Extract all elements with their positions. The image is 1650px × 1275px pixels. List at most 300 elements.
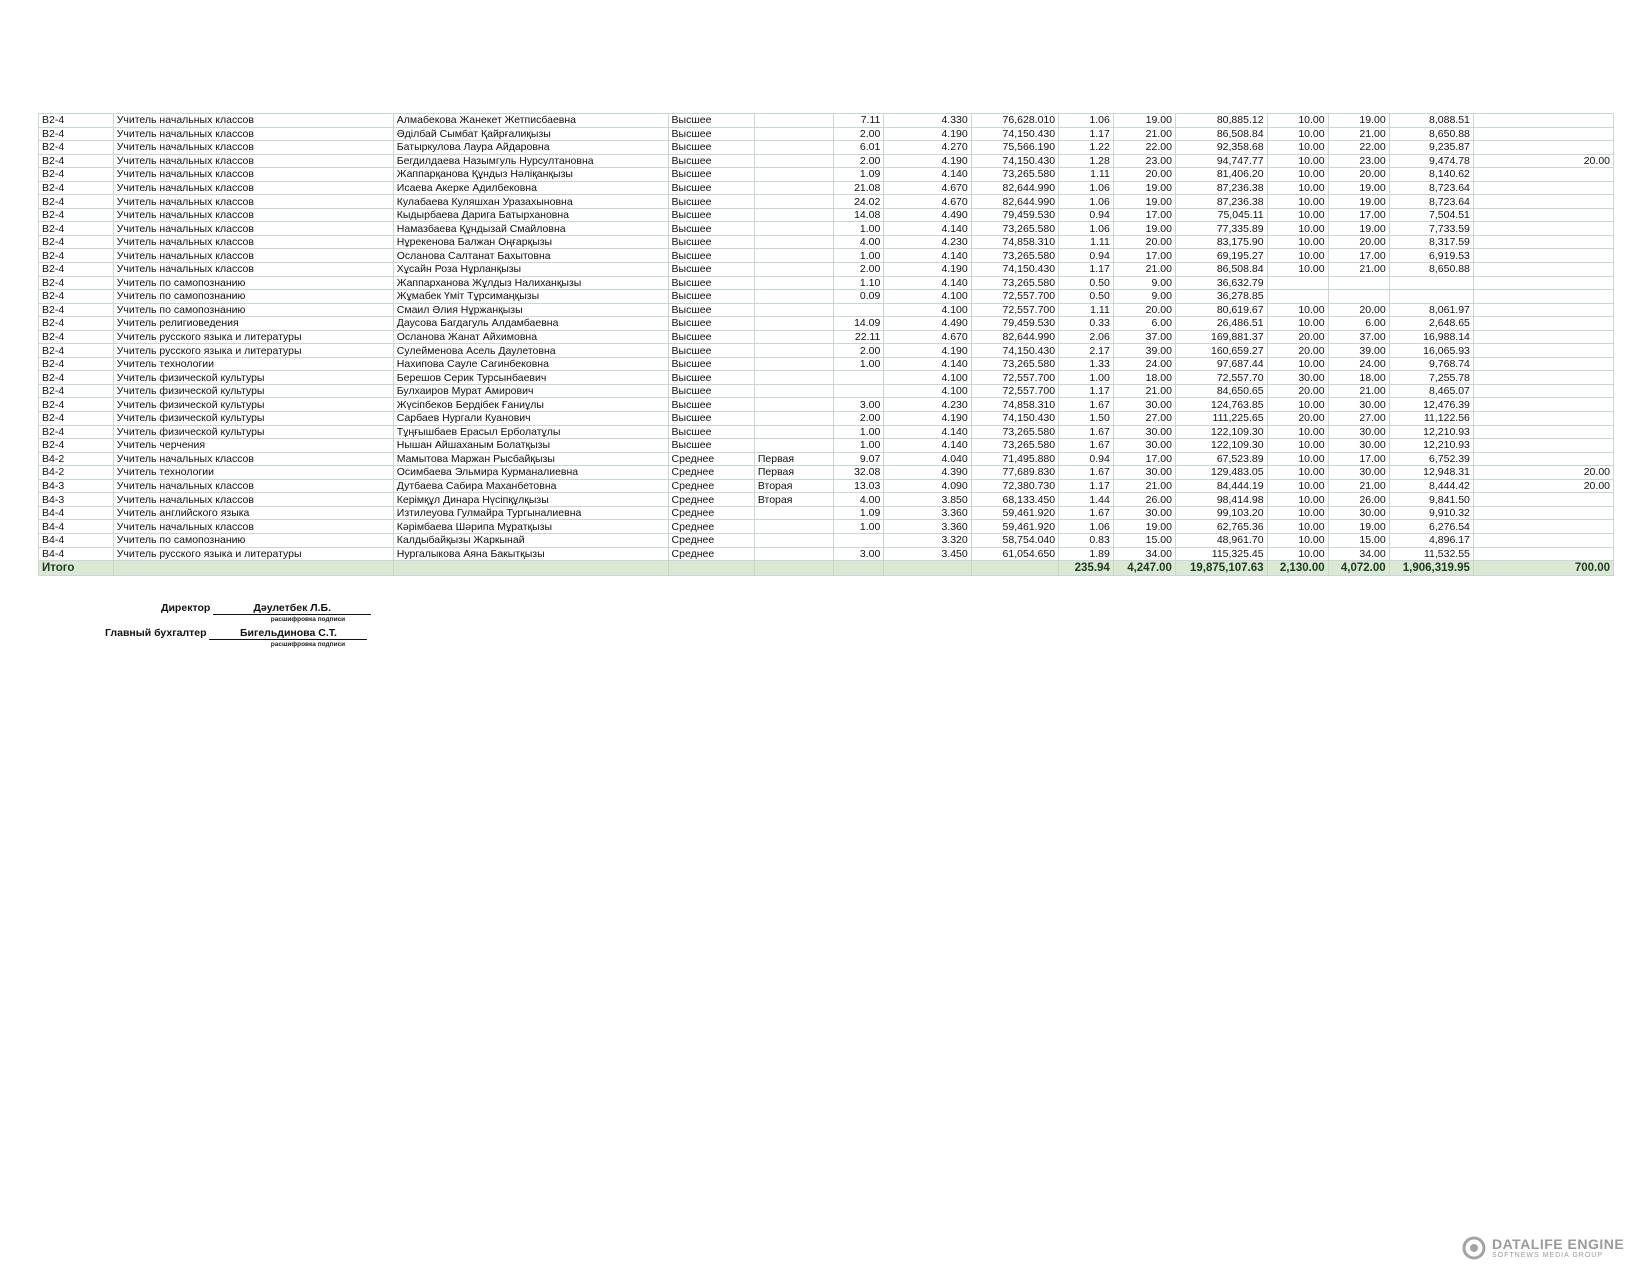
percent-cell: 10.00 bbox=[1267, 181, 1328, 195]
accrued-cell: 83,175.90 bbox=[1175, 235, 1267, 249]
education-cell: Среднее bbox=[668, 452, 754, 466]
extra-cell bbox=[1473, 235, 1613, 249]
extra-cell bbox=[1473, 506, 1613, 520]
hours-2-cell bbox=[1328, 290, 1389, 304]
hours-cell: 30.00 bbox=[1113, 466, 1175, 480]
table-row bbox=[39, 493, 1614, 507]
full-name-cell: Нұрекенова Балжан Оңғарқызы bbox=[393, 235, 668, 249]
education-cell: Среднее bbox=[668, 479, 754, 493]
bonus-cell: 11,122.56 bbox=[1389, 412, 1473, 426]
table-row bbox=[39, 533, 1614, 547]
extra-cell bbox=[1473, 181, 1613, 195]
rate-cell: 1.17 bbox=[1059, 384, 1114, 398]
experience-cell bbox=[833, 371, 884, 385]
bonus-cell: 12,476.39 bbox=[1389, 398, 1473, 412]
hours-cell: 30.00 bbox=[1113, 439, 1175, 453]
rate-cell: 1.67 bbox=[1059, 466, 1114, 480]
base-salary-cell: 72,557.700 bbox=[971, 290, 1058, 304]
hours-cell: 19.00 bbox=[1113, 181, 1175, 195]
qualification-cell bbox=[754, 290, 833, 304]
base-salary-cell: 73,265.580 bbox=[971, 439, 1058, 453]
extra-cell bbox=[1473, 344, 1613, 358]
coefficient-cell: 4.090 bbox=[884, 479, 971, 493]
coefficient-cell: 3.320 bbox=[884, 533, 971, 547]
hours-cell: 9.00 bbox=[1113, 276, 1175, 290]
coefficient-cell: 4.490 bbox=[884, 317, 971, 331]
hours-2-cell: 20.00 bbox=[1328, 303, 1389, 317]
education-cell: Высшее bbox=[668, 371, 754, 385]
rate-cell: 1.67 bbox=[1059, 398, 1114, 412]
watermark-title: DATALIFE ENGINE bbox=[1492, 1235, 1625, 1252]
position-cell: Учитель русского языка и литературы bbox=[113, 547, 393, 561]
accrued-cell: 84,444.19 bbox=[1175, 479, 1267, 493]
position-cell: Учитель по самопознанию bbox=[113, 276, 393, 290]
rate-cell: 0.83 bbox=[1059, 533, 1114, 547]
extra-cell bbox=[1473, 452, 1613, 466]
rate-cell: 1.89 bbox=[1059, 547, 1114, 561]
coefficient-cell: 4.140 bbox=[884, 249, 971, 263]
base-salary-cell: 73,265.580 bbox=[971, 425, 1058, 439]
coefficient-cell: 4.230 bbox=[884, 398, 971, 412]
percent-cell: 10.00 bbox=[1267, 398, 1328, 412]
accrued-cell: 62,765.36 bbox=[1175, 520, 1267, 534]
accrued-cell: 115,325.45 bbox=[1175, 547, 1267, 561]
position-cell: Учитель начальных классов bbox=[113, 114, 393, 128]
accrued-cell: 80,885.12 bbox=[1175, 114, 1267, 128]
table-row bbox=[39, 547, 1614, 561]
full-name-cell: Смаил Әлия Нұржанқызы bbox=[393, 303, 668, 317]
position-cell: Учитель начальных классов bbox=[113, 154, 393, 168]
coefficient-cell: 4.670 bbox=[884, 195, 971, 209]
base-salary-cell: 82,644.990 bbox=[971, 330, 1058, 344]
experience-cell bbox=[833, 303, 884, 317]
extra-cell bbox=[1473, 357, 1613, 371]
rate-cell: 1.11 bbox=[1059, 303, 1114, 317]
bonus-cell: 9,841.50 bbox=[1389, 493, 1473, 507]
position-cell: Учитель черчения bbox=[113, 439, 393, 453]
accrued-cell: 87,236.38 bbox=[1175, 195, 1267, 209]
hours-cell: 19.00 bbox=[1113, 195, 1175, 209]
hours-2-cell: 19.00 bbox=[1328, 222, 1389, 236]
qualification-cell: Первая bbox=[754, 466, 833, 480]
rate-cell: 1.67 bbox=[1059, 506, 1114, 520]
coefficient-cell: 3.850 bbox=[884, 493, 971, 507]
percent-cell: 10.00 bbox=[1267, 317, 1328, 331]
hours-2-cell: 26.00 bbox=[1328, 493, 1389, 507]
table-row bbox=[39, 276, 1614, 290]
total-extra-cell: 700.00 bbox=[1473, 561, 1613, 576]
hours-cell: 9.00 bbox=[1113, 290, 1175, 304]
category-cell: В2-4 bbox=[39, 208, 114, 222]
accrued-cell: 98,414.98 bbox=[1175, 493, 1267, 507]
datalife-engine-logo-icon bbox=[1462, 1236, 1486, 1260]
rate-cell: 1.17 bbox=[1059, 127, 1114, 141]
total-hours-cell: 4,247.00 bbox=[1113, 561, 1175, 576]
education-cell: Высшее bbox=[668, 208, 754, 222]
table-row bbox=[39, 235, 1614, 249]
full-name-cell: Алмабекова Жанекет Жетписбаевна bbox=[393, 114, 668, 128]
qualification-cell bbox=[754, 127, 833, 141]
accountant-signature bbox=[105, 627, 367, 640]
percent-cell bbox=[1267, 276, 1328, 290]
bonus-cell: 16,988.14 bbox=[1389, 330, 1473, 344]
experience-cell: 1.00 bbox=[833, 520, 884, 534]
accrued-cell: 86,508.84 bbox=[1175, 263, 1267, 277]
category-cell: В4-4 bbox=[39, 506, 114, 520]
hours-2-cell: 34.00 bbox=[1328, 547, 1389, 561]
extra-cell bbox=[1473, 263, 1613, 277]
category-cell: В2-4 bbox=[39, 330, 114, 344]
qualification-cell bbox=[754, 276, 833, 290]
position-cell: Учитель русского языка и литературы bbox=[113, 330, 393, 344]
table-row bbox=[39, 330, 1614, 344]
experience-cell: 1.10 bbox=[833, 276, 884, 290]
hours-2-cell: 30.00 bbox=[1328, 398, 1389, 412]
hours-cell: 30.00 bbox=[1113, 398, 1175, 412]
accrued-cell: 77,335.89 bbox=[1175, 222, 1267, 236]
full-name-cell: Нышан Айшаханым Болатқызы bbox=[393, 439, 668, 453]
base-salary-cell: 74,858.310 bbox=[971, 398, 1058, 412]
position-cell: Учитель по самопознанию bbox=[113, 303, 393, 317]
coefficient-cell: 4.270 bbox=[884, 141, 971, 155]
qualification-cell bbox=[754, 412, 833, 426]
full-name-cell: Дутбаева Сабира Маханбетовна bbox=[393, 479, 668, 493]
education-cell: Высшее bbox=[668, 317, 754, 331]
bonus-cell: 8,444.42 bbox=[1389, 479, 1473, 493]
position-cell: Учитель технологии bbox=[113, 357, 393, 371]
accrued-cell: 36,278.85 bbox=[1175, 290, 1267, 304]
full-name-cell: Кәрімбаева Шәрипа Мұратқызы bbox=[393, 520, 668, 534]
full-name-cell: Тұңғышбаев Ерасыл Ерболатұлы bbox=[393, 425, 668, 439]
coefficient-cell: 4.140 bbox=[884, 439, 971, 453]
coefficient-cell: 4.190 bbox=[884, 412, 971, 426]
hours-2-cell: 20.00 bbox=[1328, 235, 1389, 249]
experience-cell: 2.00 bbox=[833, 127, 884, 141]
education-cell: Высшее bbox=[668, 439, 754, 453]
accrued-cell: 26,486.51 bbox=[1175, 317, 1267, 331]
percent-cell: 10.00 bbox=[1267, 452, 1328, 466]
director-signature bbox=[161, 602, 371, 615]
coefficient-cell: 4.040 bbox=[884, 452, 971, 466]
category-cell: В2-4 bbox=[39, 371, 114, 385]
base-salary-cell: 74,150.430 bbox=[971, 263, 1058, 277]
qualification-cell: Вторая bbox=[754, 493, 833, 507]
qualification-cell bbox=[754, 384, 833, 398]
qualification-cell bbox=[754, 181, 833, 195]
hours-cell: 30.00 bbox=[1113, 506, 1175, 520]
hours-2-cell: 19.00 bbox=[1328, 195, 1389, 209]
base-salary-cell: 72,380.730 bbox=[971, 479, 1058, 493]
accrued-cell: 67,523.89 bbox=[1175, 452, 1267, 466]
experience-cell: 4.00 bbox=[833, 235, 884, 249]
bonus-cell: 9,235.87 bbox=[1389, 141, 1473, 155]
category-cell: В4-4 bbox=[39, 533, 114, 547]
extra-cell bbox=[1473, 398, 1613, 412]
table-row bbox=[39, 357, 1614, 371]
rate-cell: 1.06 bbox=[1059, 222, 1114, 236]
percent-cell: 10.00 bbox=[1267, 520, 1328, 534]
table-row bbox=[39, 263, 1614, 277]
coefficient-cell: 4.190 bbox=[884, 263, 971, 277]
hours-cell: 21.00 bbox=[1113, 263, 1175, 277]
extra-cell bbox=[1473, 276, 1613, 290]
category-cell: В4-2 bbox=[39, 466, 114, 480]
total-bonus-cell: 1,906,319.95 bbox=[1389, 561, 1473, 576]
qualification-cell bbox=[754, 317, 833, 331]
hours-cell: 6.00 bbox=[1113, 317, 1175, 331]
rate-cell: 1.33 bbox=[1059, 357, 1114, 371]
category-cell: В4-3 bbox=[39, 493, 114, 507]
position-cell: Учитель начальных классов bbox=[113, 168, 393, 182]
base-salary-cell: 61,054.650 bbox=[971, 547, 1058, 561]
base-salary-cell: 74,150.430 bbox=[971, 154, 1058, 168]
table-row bbox=[39, 114, 1614, 128]
category-cell: В4-2 bbox=[39, 452, 114, 466]
experience-cell: 9.07 bbox=[833, 452, 884, 466]
rate-cell: 0.94 bbox=[1059, 452, 1114, 466]
experience-cell bbox=[833, 533, 884, 547]
position-cell: Учитель начальных классов bbox=[113, 479, 393, 493]
education-cell: Высшее bbox=[668, 398, 754, 412]
bonus-cell: 8,061.97 bbox=[1389, 303, 1473, 317]
rate-cell: 1.50 bbox=[1059, 412, 1114, 426]
education-cell: Среднее bbox=[668, 493, 754, 507]
hours-2-cell: 23.00 bbox=[1328, 154, 1389, 168]
position-cell: Учитель начальных классов bbox=[113, 520, 393, 534]
experience-cell: 1.00 bbox=[833, 222, 884, 236]
experience-cell: 1.00 bbox=[833, 425, 884, 439]
bonus-cell: 7,733.59 bbox=[1389, 222, 1473, 236]
position-cell: Учитель по самопознанию bbox=[113, 290, 393, 304]
base-salary-cell: 73,265.580 bbox=[971, 168, 1058, 182]
experience-cell: 1.09 bbox=[833, 506, 884, 520]
bonus-cell: 8,723.64 bbox=[1389, 181, 1473, 195]
accrued-cell: 94,747.77 bbox=[1175, 154, 1267, 168]
rate-cell: 0.94 bbox=[1059, 208, 1114, 222]
percent-cell: 10.00 bbox=[1267, 547, 1328, 561]
full-name-cell: Изтилеуова Гулмайра Тургыналиевна bbox=[393, 506, 668, 520]
percent-cell: 10.00 bbox=[1267, 195, 1328, 209]
coefficient-cell: 3.450 bbox=[884, 547, 971, 561]
hours-cell: 37.00 bbox=[1113, 330, 1175, 344]
total-accrued-cell: 19,875,107.63 bbox=[1175, 561, 1267, 576]
experience-cell: 7.11 bbox=[833, 114, 884, 128]
extra-cell bbox=[1473, 412, 1613, 426]
education-cell: Высшее bbox=[668, 412, 754, 426]
extra-cell: 20.00 bbox=[1473, 154, 1613, 168]
education-cell: Высшее bbox=[668, 290, 754, 304]
position-cell: Учитель начальных классов bbox=[113, 222, 393, 236]
experience-cell: 2.00 bbox=[833, 412, 884, 426]
coefficient-cell: 3.360 bbox=[884, 506, 971, 520]
extra-cell bbox=[1473, 533, 1613, 547]
hours-cell: 17.00 bbox=[1113, 249, 1175, 263]
education-cell: Высшее bbox=[668, 168, 754, 182]
category-cell: В2-4 bbox=[39, 276, 114, 290]
full-name-cell: Кыдырбаева Дарига Батырхановна bbox=[393, 208, 668, 222]
base-salary-cell: 59,461.920 bbox=[971, 520, 1058, 534]
qualification-cell bbox=[754, 547, 833, 561]
qualification-cell bbox=[754, 168, 833, 182]
payroll-table bbox=[38, 113, 1614, 576]
experience-cell bbox=[833, 384, 884, 398]
accrued-cell: 72,557.70 bbox=[1175, 371, 1267, 385]
extra-cell bbox=[1473, 141, 1613, 155]
coefficient-cell: 4.140 bbox=[884, 276, 971, 290]
hours-cell: 18.00 bbox=[1113, 371, 1175, 385]
full-name-cell: Батыркулова Лаура Айдаровна bbox=[393, 141, 668, 155]
total-experience-cell bbox=[833, 561, 884, 576]
position-cell: Учитель начальных классов bbox=[113, 208, 393, 222]
rate-cell: 1.06 bbox=[1059, 181, 1114, 195]
percent-cell: 10.00 bbox=[1267, 357, 1328, 371]
rate-cell: 1.11 bbox=[1059, 235, 1114, 249]
rate-cell: 2.06 bbox=[1059, 330, 1114, 344]
percent-cell: 10.00 bbox=[1267, 439, 1328, 453]
table-row bbox=[39, 398, 1614, 412]
rate-cell: 0.94 bbox=[1059, 249, 1114, 263]
accrued-cell: 129,483.05 bbox=[1175, 466, 1267, 480]
position-cell: Учитель физической культуры bbox=[113, 384, 393, 398]
accrued-cell: 69,195.27 bbox=[1175, 249, 1267, 263]
accrued-cell: 111,225.65 bbox=[1175, 412, 1267, 426]
qualification-cell bbox=[754, 344, 833, 358]
table-row bbox=[39, 520, 1614, 534]
base-salary-cell: 75,566.190 bbox=[971, 141, 1058, 155]
hours-cell: 15.00 bbox=[1113, 533, 1175, 547]
coefficient-cell: 4.140 bbox=[884, 168, 971, 182]
accountant-label: Главный бухгалтер bbox=[105, 627, 207, 639]
total-education-cell bbox=[668, 561, 754, 576]
bonus-cell: 8,465.07 bbox=[1389, 384, 1473, 398]
bonus-cell: 9,474.78 bbox=[1389, 154, 1473, 168]
accrued-cell: 84,650.65 bbox=[1175, 384, 1267, 398]
accrued-cell: 99,103.20 bbox=[1175, 506, 1267, 520]
coefficient-cell: 4.100 bbox=[884, 371, 971, 385]
hours-2-cell: 6.00 bbox=[1328, 317, 1389, 331]
experience-cell: 1.00 bbox=[833, 249, 884, 263]
accrued-cell: 87,236.38 bbox=[1175, 181, 1267, 195]
qualification-cell bbox=[754, 303, 833, 317]
rate-cell: 1.44 bbox=[1059, 493, 1114, 507]
extra-cell bbox=[1473, 127, 1613, 141]
base-salary-cell: 73,265.580 bbox=[971, 249, 1058, 263]
position-cell: Учитель английского языка bbox=[113, 506, 393, 520]
bonus-cell: 8,650.88 bbox=[1389, 263, 1473, 277]
category-cell: В2-4 bbox=[39, 222, 114, 236]
table-row bbox=[39, 452, 1614, 466]
rate-cell: 1.11 bbox=[1059, 168, 1114, 182]
position-cell: Учитель физической культуры bbox=[113, 371, 393, 385]
total-base-salary-cell bbox=[971, 561, 1058, 576]
position-cell: Учитель начальных классов bbox=[113, 181, 393, 195]
position-cell: Учитель начальных классов bbox=[113, 493, 393, 507]
accrued-cell: 48,961.70 bbox=[1175, 533, 1267, 547]
education-cell: Высшее bbox=[668, 384, 754, 398]
bonus-cell: 8,317.59 bbox=[1389, 235, 1473, 249]
hours-cell: 17.00 bbox=[1113, 452, 1175, 466]
percent-cell: 10.00 bbox=[1267, 506, 1328, 520]
table-row bbox=[39, 208, 1614, 222]
percent-cell: 10.00 bbox=[1267, 303, 1328, 317]
extra-cell bbox=[1473, 493, 1613, 507]
experience-cell: 1.09 bbox=[833, 168, 884, 182]
education-cell: Среднее bbox=[668, 506, 754, 520]
qualification-cell bbox=[754, 398, 833, 412]
base-salary-cell: 58,754.040 bbox=[971, 533, 1058, 547]
category-cell: В2-4 bbox=[39, 263, 114, 277]
extra-cell bbox=[1473, 222, 1613, 236]
bonus-cell: 8,650.88 bbox=[1389, 127, 1473, 141]
position-cell: Учитель начальных классов bbox=[113, 235, 393, 249]
full-name-cell: Мамытова Маржан Рысбайқызы bbox=[393, 452, 668, 466]
education-cell: Высшее bbox=[668, 141, 754, 155]
coefficient-cell: 4.190 bbox=[884, 127, 971, 141]
hours-2-cell: 17.00 bbox=[1328, 208, 1389, 222]
experience-cell: 2.00 bbox=[833, 154, 884, 168]
watermark-subtitle: SOFTNEWS MEDIA GROUP bbox=[1492, 1251, 1604, 1259]
coefficient-cell: 4.330 bbox=[884, 114, 971, 128]
extra-cell bbox=[1473, 195, 1613, 209]
extra-cell bbox=[1473, 114, 1613, 128]
accrued-cell: 97,687.44 bbox=[1175, 357, 1267, 371]
table-row bbox=[39, 303, 1614, 317]
rate-cell: 1.00 bbox=[1059, 371, 1114, 385]
full-name-cell: Сулейменова Асель Даулетовна bbox=[393, 344, 668, 358]
percent-cell: 10.00 bbox=[1267, 154, 1328, 168]
category-cell: В4-3 bbox=[39, 479, 114, 493]
coefficient-cell: 3.360 bbox=[884, 520, 971, 534]
experience-cell: 3.00 bbox=[833, 398, 884, 412]
base-salary-cell: 82,644.990 bbox=[971, 195, 1058, 209]
accrued-cell: 124,763.85 bbox=[1175, 398, 1267, 412]
hours-cell: 39.00 bbox=[1113, 344, 1175, 358]
category-cell: В4-4 bbox=[39, 520, 114, 534]
extra-cell bbox=[1473, 439, 1613, 453]
qualification-cell bbox=[754, 154, 833, 168]
position-cell: Учитель физической культуры bbox=[113, 398, 393, 412]
qualification-cell bbox=[754, 208, 833, 222]
base-salary-cell: 73,265.580 bbox=[971, 276, 1058, 290]
bonus-cell bbox=[1389, 290, 1473, 304]
qualification-cell bbox=[754, 195, 833, 209]
category-cell: В2-4 bbox=[39, 168, 114, 182]
percent-cell: 10.00 bbox=[1267, 168, 1328, 182]
experience-cell: 13.03 bbox=[833, 479, 884, 493]
hours-2-cell: 30.00 bbox=[1328, 439, 1389, 453]
hours-cell: 27.00 bbox=[1113, 412, 1175, 426]
hours-2-cell: 19.00 bbox=[1328, 520, 1389, 534]
qualification-cell bbox=[754, 357, 833, 371]
full-name-cell: Жаппарханова Жұлдыз Налиханқызы bbox=[393, 276, 668, 290]
table-row bbox=[39, 127, 1614, 141]
extra-cell bbox=[1473, 168, 1613, 182]
education-cell: Высшее bbox=[668, 195, 754, 209]
director-name: Дәулетбек Л.Б. bbox=[213, 602, 371, 615]
total-row bbox=[39, 561, 1614, 576]
qualification-cell bbox=[754, 235, 833, 249]
experience-cell: 4.00 bbox=[833, 493, 884, 507]
category-cell: В2-4 bbox=[39, 154, 114, 168]
percent-cell: 30.00 bbox=[1267, 371, 1328, 385]
bonus-cell: 6,276.54 bbox=[1389, 520, 1473, 534]
hours-cell: 21.00 bbox=[1113, 384, 1175, 398]
bonus-cell: 4,896.17 bbox=[1389, 533, 1473, 547]
base-salary-cell: 73,265.580 bbox=[971, 222, 1058, 236]
position-cell: Учитель начальных классов bbox=[113, 263, 393, 277]
hours-cell: 19.00 bbox=[1113, 520, 1175, 534]
hours-2-cell: 20.00 bbox=[1328, 168, 1389, 182]
